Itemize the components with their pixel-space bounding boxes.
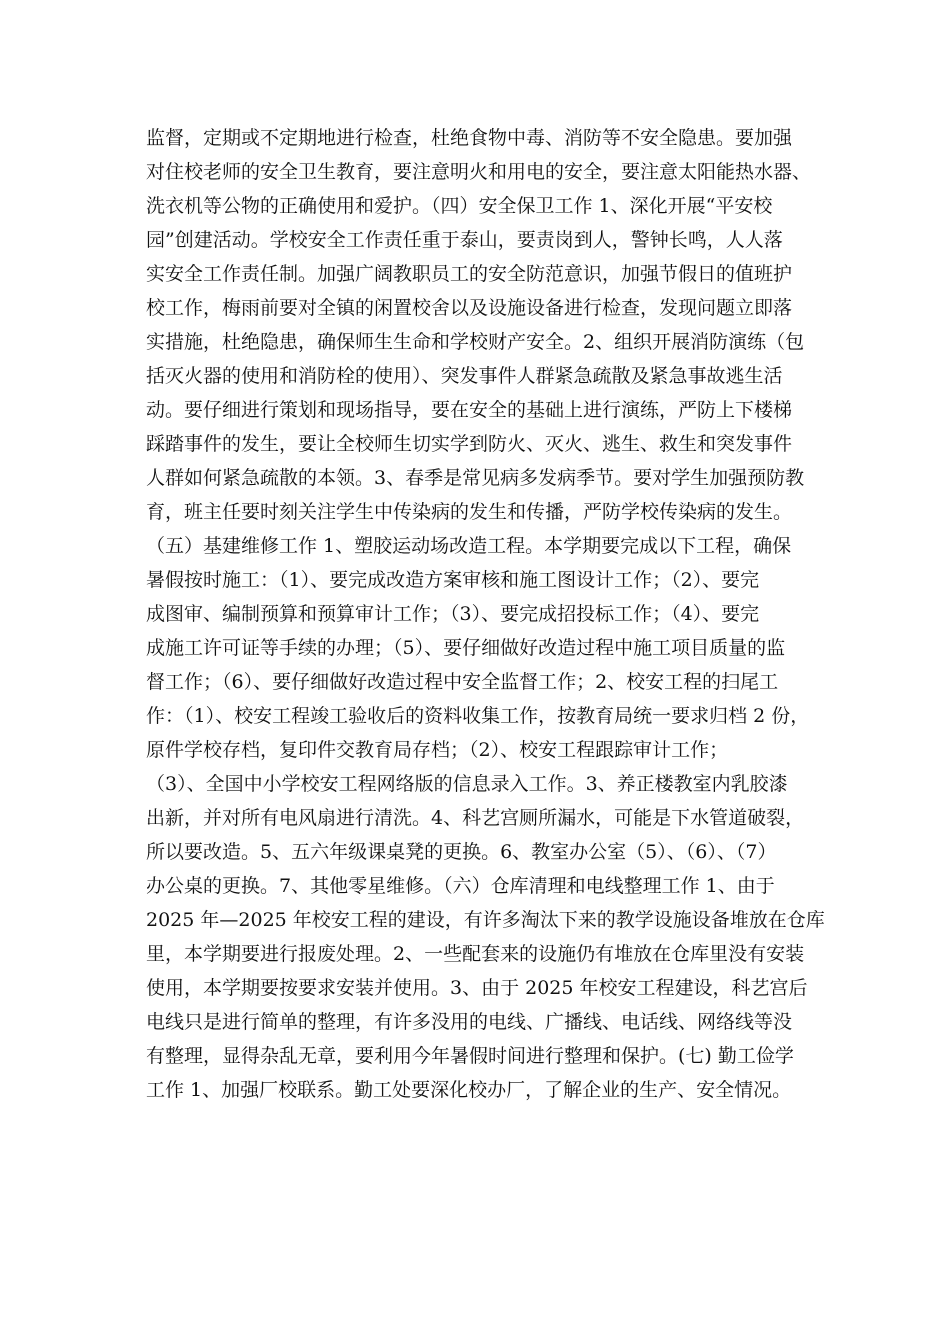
text-line: 原件学校存档，复印件交教育局存档；（2）、校安工程跟踪审计工作；: [146, 739, 729, 761]
text-line: 使用，本学期要按要求安装并使用。3、由于 2025 年校安工程建设，科艺宫后: [146, 977, 808, 999]
text-line: （3）、全国中小学校安工程网络版的信息录入工作。3、养正楼教室内乳胶漆: [146, 773, 788, 795]
text-line: 踩踏事件的发生，要让全校师生切实学到防火、灭火、逃生、救生和突发事件: [146, 433, 793, 455]
text-line: 人群如何紧急疏散的本领。3、春季是常见病多发病季节。要对学生加强预防教: [146, 467, 805, 489]
text-line: 括灭火器的使用和消防栓的使用）、突发事件人群紧急疏散及紧急事故逃生活: [146, 365, 783, 387]
text-line: 成图审、编制预算和预算审计工作；（3）、要完成招投标工作；（4）、要完: [146, 603, 760, 625]
text-line: 动。要仔细进行策划和现场指导，要在安全的基础上进行演练，严防上下楼梯: [146, 399, 793, 421]
text-line: 校工作，梅雨前要对全镇的闲置校舍以及设施设备进行检查，发现问题立即落: [146, 297, 793, 319]
text-line: 办公桌的更换。7、其他零星维修。（六）仓库清理和电线整理工作 1、由于: [146, 875, 775, 897]
text-line: 洗衣机等公物的正确使用和爱护。（四）安全保卫工作 1、深化开展“平安校: [146, 195, 773, 217]
text-line: 所以要改造。5、五六年级课桌凳的更换。6、教室办公室（5）、（6）、（7）: [146, 841, 777, 863]
text-line: 对住校老师的安全卫生教育，要注意明火和用电的安全，要注意太阳能热水器、: [146, 161, 812, 183]
text-line: 成施工许可证等手续的办理；（5）、要仔细做好改造过程中施工项目质量的监: [146, 637, 786, 659]
text-line: 育，班主任要时刻关注学生中传染病的发生和传播，严防学校传染病的发生。: [146, 501, 793, 523]
text-line: 2025 年—2025 年校安工程的建设，有许多淘汰下来的教学设施设备堆放在仓库: [146, 909, 825, 931]
text-line: 监督，定期或不定期地进行检查，杜绝食物中毒、消防等不安全隐患。要加强: [146, 127, 793, 149]
text-line: 有整理，显得杂乱无章，要利用今年暑假时间进行整理和保护。(七) 勤工俭学: [146, 1045, 794, 1067]
text-line: 园”创建活动。学校安全工作责任重于泰山，要责岗到人，警钟长鸣，人人落: [146, 229, 783, 251]
text-line: 工作 1、加强厂校联系。勤工处要深化校办厂，了解企业的生产、安全情况。: [146, 1079, 792, 1101]
text-line: （五）基建维修工作 1、塑胶运动场改造工程。本学期要完成以下工程，确保: [146, 535, 792, 557]
text-line: 作：（1）、校安工程竣工验收后的资料收集工作，按教育局统一要求归档 2 份，: [146, 705, 810, 727]
text-line: 出新，并对所有电风扇进行清洗。4、科艺宫厕所漏水，可能是下水管道破裂，: [146, 807, 805, 829]
text-line: 电线只是进行简单的整理，有许多没用的电线、广播线、电话线、网络线等没: [146, 1011, 793, 1033]
text-line: 实措施，杜绝隐患，确保师生生命和学校财产安全。2、组织开展消防演练（包: [146, 331, 805, 353]
text-line: 实安全工作责任制。加强广阔教职员工的安全防范意识，加强节假日的值班护: [146, 263, 793, 285]
text-line: 督工作；（6）、要仔细做好改造过程中安全监督工作；2、校安工程的扫尾工: [146, 671, 779, 693]
text-line: 里，本学期要进行报废处理。2、一些配套来的设施仍有堆放在仓库里没有安装: [146, 943, 805, 965]
text-line: 暑假按时施工：（1）、要完成改造方案审核和施工图设计工作；（2）、要完: [146, 569, 760, 591]
